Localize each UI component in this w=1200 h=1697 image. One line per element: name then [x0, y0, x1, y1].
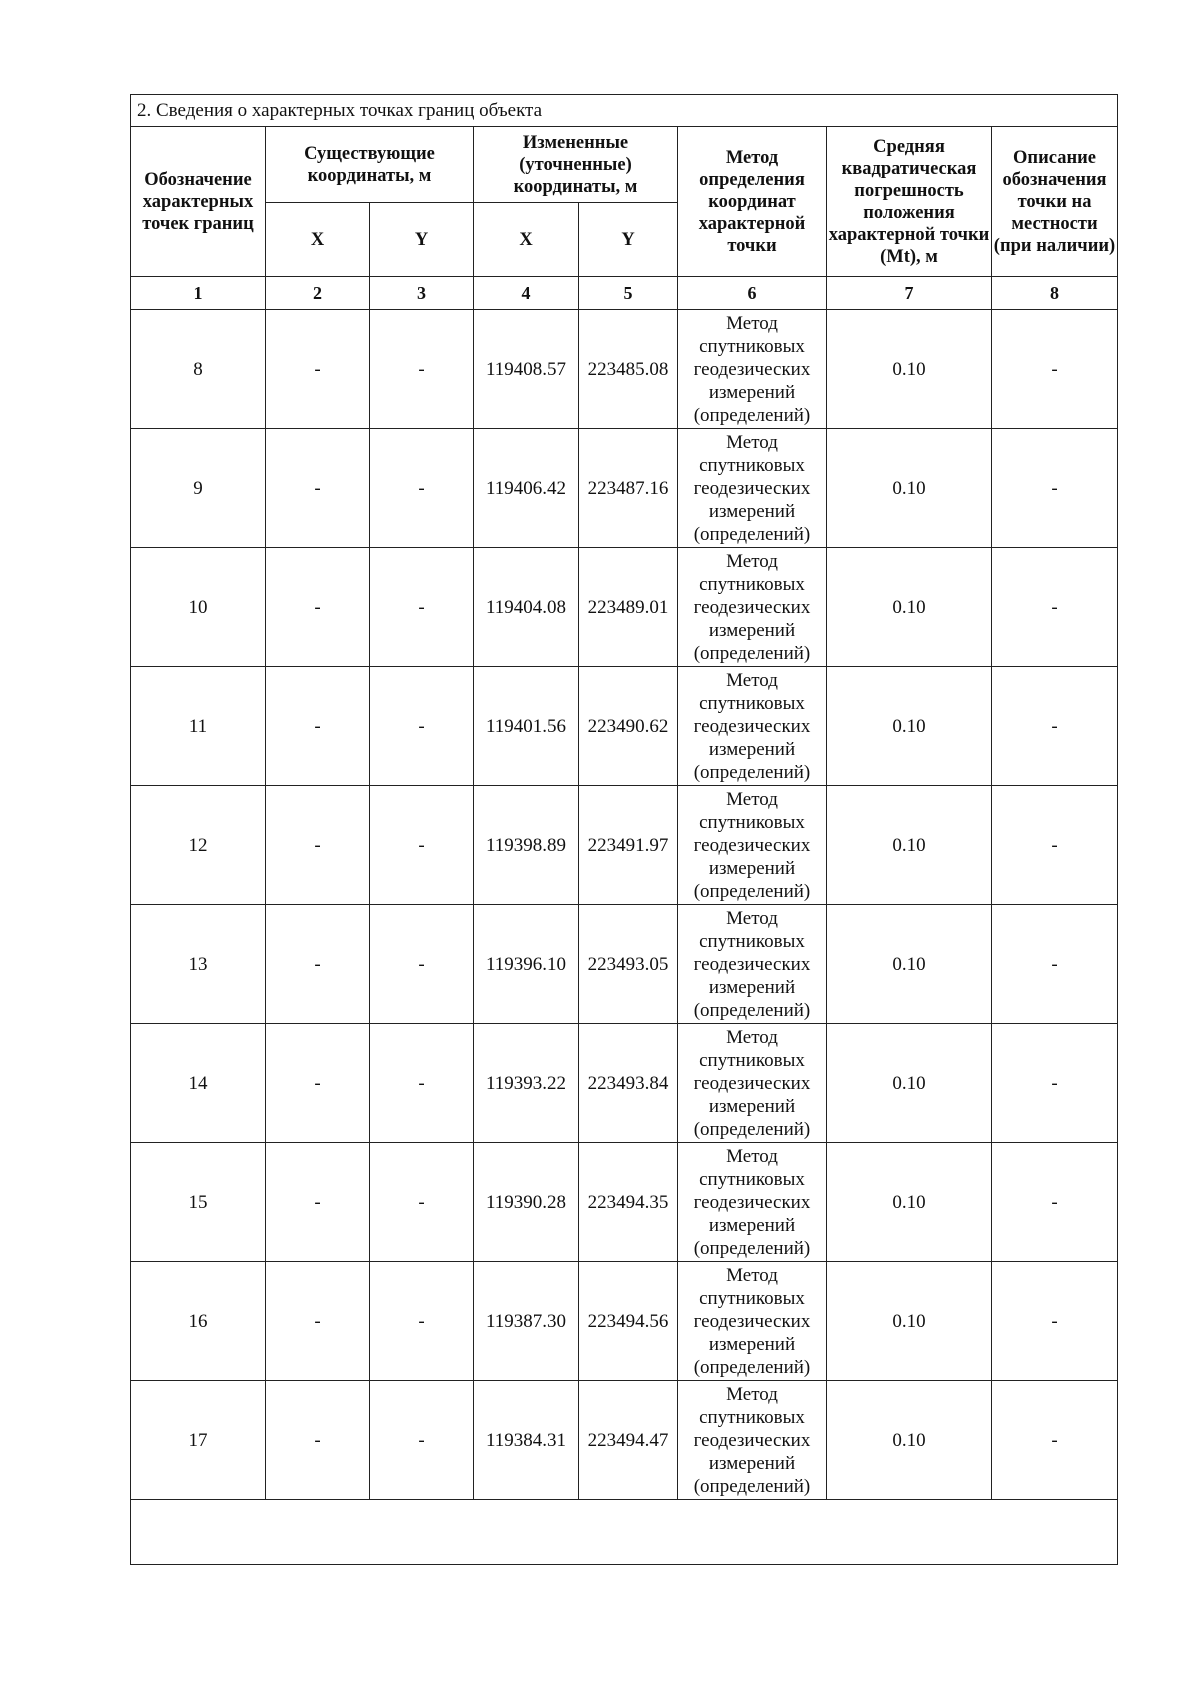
changed-x: 119408.57 — [474, 310, 579, 429]
existing-x: - — [266, 667, 370, 786]
table-row — [131, 1262, 1118, 1381]
table-row — [131, 905, 1118, 1024]
description: - — [992, 310, 1118, 429]
header-existing-x: X — [266, 203, 370, 277]
point-number: 8 — [131, 310, 266, 429]
mean-error: 0.10 — [827, 1381, 992, 1500]
mean-error: 0.10 — [827, 429, 992, 548]
existing-x: - — [266, 786, 370, 905]
method: Метод спутниковых геодезических измерений (определений) — [678, 548, 827, 667]
column-number: 6 — [678, 277, 827, 310]
changed-x: 119390.28 — [474, 1143, 579, 1262]
table-row — [131, 1024, 1118, 1143]
method: Метод спутниковых геодезических измерений (определений) — [678, 1262, 827, 1381]
header-point-designation: Обозначение характерных точек границ — [131, 127, 266, 277]
existing-x: - — [266, 1381, 370, 1500]
description: - — [992, 1262, 1118, 1381]
column-number: 7 — [827, 277, 992, 310]
changed-y: 223493.84 — [579, 1024, 678, 1143]
header-changed-y: Y — [579, 203, 678, 277]
existing-y: - — [370, 1024, 474, 1143]
changed-x: 119398.89 — [474, 786, 579, 905]
header-changed-coordinates: Измененные (уточненные) координаты, м — [474, 127, 678, 203]
description: - — [992, 429, 1118, 548]
changed-x: 119384.31 — [474, 1381, 579, 1500]
column-number: 3 — [370, 277, 474, 310]
column-number: 1 — [131, 277, 266, 310]
mean-error: 0.10 — [827, 548, 992, 667]
section-title: 2. Сведения о характерных точках границ объекта — [131, 95, 1118, 127]
mean-error: 0.10 — [827, 1143, 992, 1262]
description: - — [992, 548, 1118, 667]
header-description: Описание обозначения точки на местности (при наличии) — [992, 127, 1118, 277]
method: Метод спутниковых геодезических измерений (определений) — [678, 786, 827, 905]
existing-x: - — [266, 905, 370, 1024]
changed-y: 223493.05 — [579, 905, 678, 1024]
point-number: 12 — [131, 786, 266, 905]
mean-error: 0.10 — [827, 905, 992, 1024]
changed-y: 223494.56 — [579, 1262, 678, 1381]
existing-y: - — [370, 1381, 474, 1500]
mean-error: 0.10 — [827, 667, 992, 786]
column-number-row — [131, 277, 1118, 310]
table-row — [131, 429, 1118, 548]
method: Метод спутниковых геодезических измерений (определений) — [678, 905, 827, 1024]
existing-y: - — [370, 310, 474, 429]
point-number: 15 — [131, 1143, 266, 1262]
changed-y: 223491.97 — [579, 786, 678, 905]
existing-y: - — [370, 667, 474, 786]
table-row — [131, 667, 1118, 786]
existing-x: - — [266, 310, 370, 429]
existing-x: - — [266, 548, 370, 667]
point-number: 9 — [131, 429, 266, 548]
table-row — [131, 786, 1118, 905]
table-row — [131, 548, 1118, 667]
method: Метод спутниковых геодезических измерений (определений) — [678, 1143, 827, 1262]
table-row — [131, 1143, 1118, 1262]
changed-y: 223494.47 — [579, 1381, 678, 1500]
mean-error: 0.10 — [827, 786, 992, 905]
point-number: 11 — [131, 667, 266, 786]
header-method: Метод определения координат характерной точки — [678, 127, 827, 277]
empty-cell — [131, 1500, 1118, 1565]
column-number: 5 — [579, 277, 678, 310]
column-number: 8 — [992, 277, 1118, 310]
method: Метод спутниковых геодезических измерений (определений) — [678, 667, 827, 786]
existing-y: - — [370, 786, 474, 905]
point-number: 14 — [131, 1024, 266, 1143]
existing-y: - — [370, 1262, 474, 1381]
existing-y: - — [370, 429, 474, 548]
changed-y: 223490.62 — [579, 667, 678, 786]
method: Метод спутниковых геодезических измерений (определений) — [678, 429, 827, 548]
point-number: 16 — [131, 1262, 266, 1381]
column-number: 2 — [266, 277, 370, 310]
method: Метод спутниковых геодезических измерений (определений) — [678, 1381, 827, 1500]
mean-error: 0.10 — [827, 1262, 992, 1381]
existing-x: - — [266, 1024, 370, 1143]
column-number: 4 — [474, 277, 579, 310]
existing-x: - — [266, 429, 370, 548]
changed-x: 119401.56 — [474, 667, 579, 786]
header-mean-error: Средняя квадратическая погрешность положения характерной точки (Mt), м — [827, 127, 992, 277]
existing-x: - — [266, 1143, 370, 1262]
description: - — [992, 786, 1118, 905]
existing-y: - — [370, 548, 474, 667]
changed-x: 119396.10 — [474, 905, 579, 1024]
existing-x: - — [266, 1262, 370, 1381]
method: Метод спутниковых геодезических измерений (определений) — [678, 310, 827, 429]
empty-footer-row — [131, 1500, 1118, 1565]
point-number: 10 — [131, 548, 266, 667]
changed-y: 223489.01 — [579, 548, 678, 667]
description: - — [992, 667, 1118, 786]
description: - — [992, 1143, 1118, 1262]
description: - — [992, 1381, 1118, 1500]
mean-error: 0.10 — [827, 310, 992, 429]
point-number: 13 — [131, 905, 266, 1024]
existing-y: - — [370, 905, 474, 1024]
existing-y: - — [370, 1143, 474, 1262]
mean-error: 0.10 — [827, 1024, 992, 1143]
changed-x: 119404.08 — [474, 548, 579, 667]
description: - — [992, 1024, 1118, 1143]
table-row — [131, 310, 1118, 429]
changed-x: 119406.42 — [474, 429, 579, 548]
changed-x: 119393.22 — [474, 1024, 579, 1143]
header-changed-x: X — [474, 203, 579, 277]
header-existing-y: Y — [370, 203, 474, 277]
table-row — [131, 1381, 1118, 1500]
header-existing-coordinates: Существующие координаты, м — [266, 127, 474, 203]
description: - — [992, 905, 1118, 1024]
changed-y: 223487.16 — [579, 429, 678, 548]
changed-y: 223485.08 — [579, 310, 678, 429]
boundary-points-table — [130, 94, 1118, 1565]
point-number: 17 — [131, 1381, 266, 1500]
method: Метод спутниковых геодезических измерений (определений) — [678, 1024, 827, 1143]
changed-y: 223494.35 — [579, 1143, 678, 1262]
changed-x: 119387.30 — [474, 1262, 579, 1381]
